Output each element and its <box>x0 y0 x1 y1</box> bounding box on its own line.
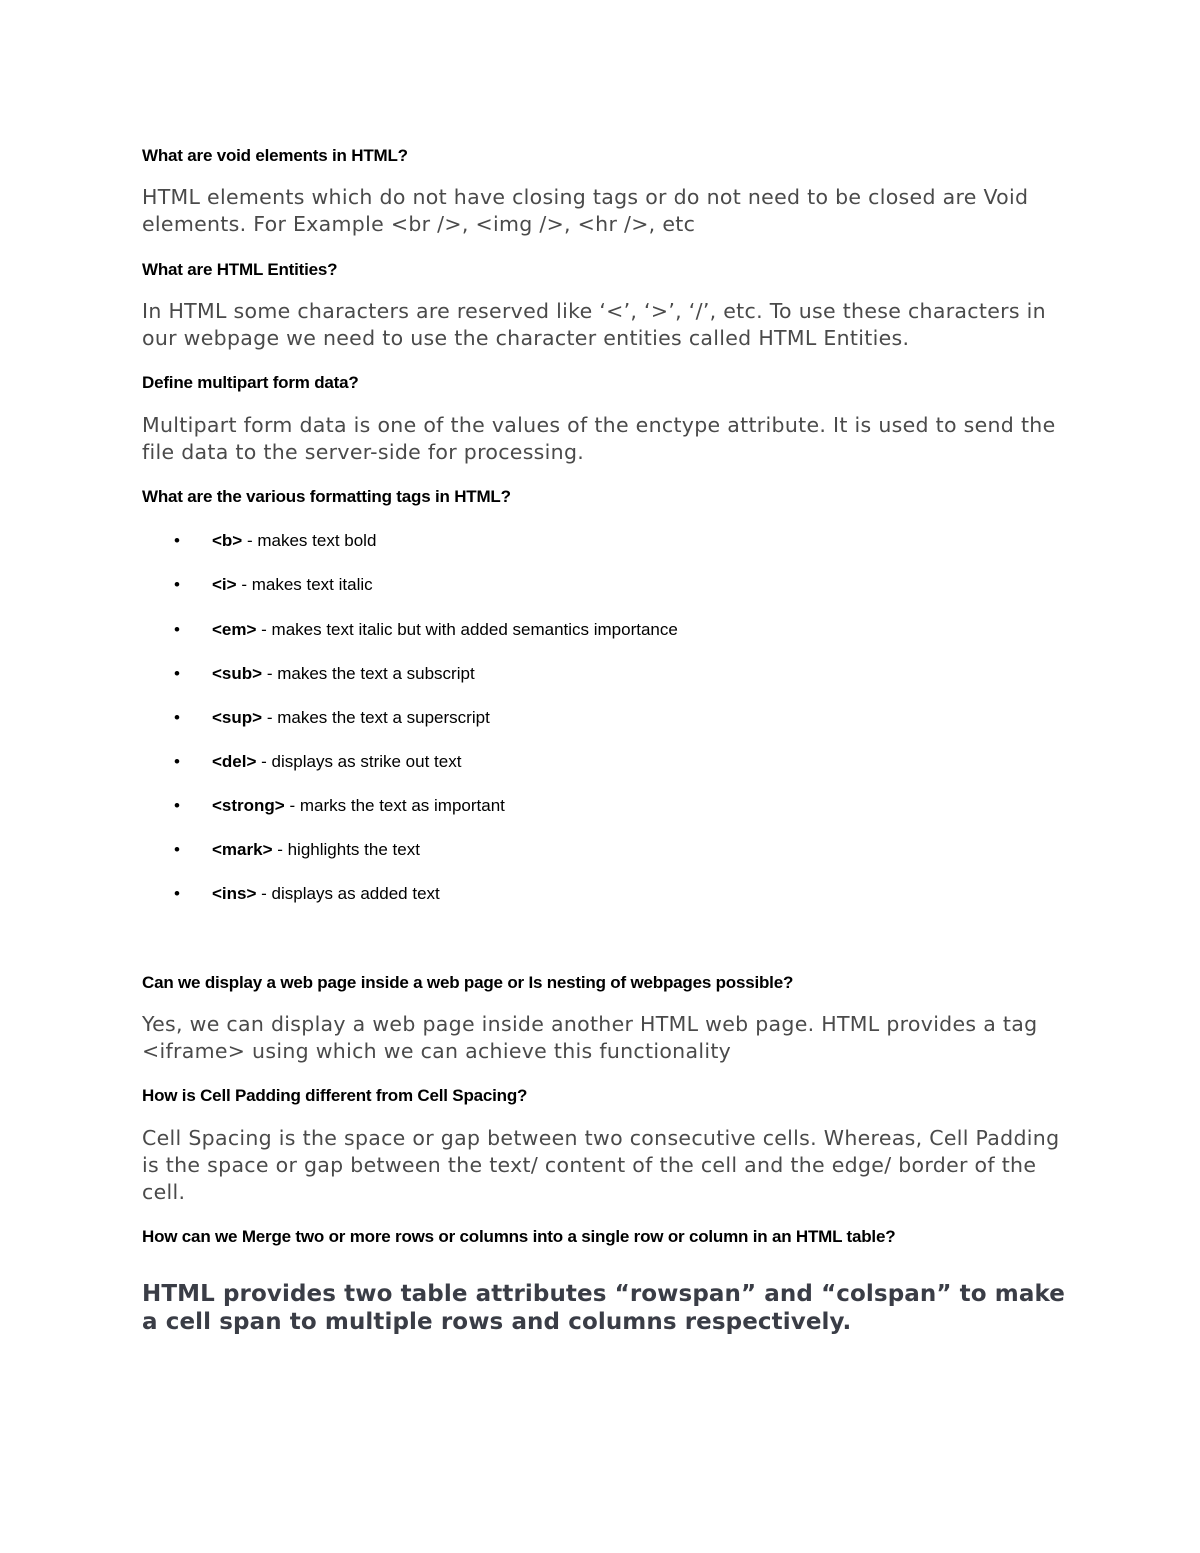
question-formatting-tags: What are the various formatting tags in HTML? <box>142 487 511 506</box>
bullet-icon: • <box>174 752 180 771</box>
tag-name: <del> <box>212 752 257 771</box>
bullet-icon: • <box>174 620 180 639</box>
list-item <box>174 752 461 772</box>
list-item <box>174 708 490 728</box>
question-html-entities: What are HTML Entities? <box>142 260 338 279</box>
answer-merge-rows-columns: HTML provides two table attributes “rowspan” and “colspan” to make a cell span to multiple rows and columns respectively. <box>142 1281 1065 1335</box>
tag-description: - makes text italic but with added semantics importance <box>256 620 678 639</box>
list-item <box>174 531 376 551</box>
bullet-icon: • <box>174 796 180 815</box>
bullet-icon: • <box>174 664 180 683</box>
question-merge-rows-columns: How can we Merge two or more rows or columns into a single row or column in an HTML table? <box>142 1227 896 1246</box>
tag-name: <i> <box>212 575 237 594</box>
answer-void-elements: HTML elements which do not have closing tags or do not need to be closed are Void elements. For Example <br />, <img />, <hr />, etc <box>142 185 1029 236</box>
tag-description: - makes text bold <box>242 531 377 550</box>
tag-name: <strong> <box>212 796 285 815</box>
bullet-icon: • <box>174 840 180 859</box>
tag-name: <sup> <box>212 708 263 727</box>
tag-name: <em> <box>212 620 257 639</box>
answer-nested-webpages: Yes, we can display a web page inside another HTML web page. HTML provides a tag <iframe> using which we can achieve this functionality <box>142 1012 1038 1063</box>
tag-name: <b> <box>212 531 243 550</box>
bullet-icon: • <box>174 708 180 727</box>
question-nested-webpages: Can we display a web page inside a web page or Is nesting of webpages possible? <box>142 973 794 992</box>
bullet-icon: • <box>174 884 180 903</box>
list-item <box>174 840 420 860</box>
list-item <box>174 664 475 684</box>
question-multipart-form-data: Define multipart form data? <box>142 373 359 392</box>
answer-html-entities: In HTML some characters are reserved like ‘<’, ‘>’, ‘/’, etc. To use these characters in our webpage we need to use the character entities called HTML Entities. <box>142 299 1046 350</box>
tag-description: - makes text italic <box>236 575 373 594</box>
list-item <box>174 884 440 904</box>
list-item <box>174 796 505 816</box>
tag-description: - marks the text as important <box>284 796 505 815</box>
tag-description: - highlights the text <box>272 840 420 859</box>
list-item <box>174 575 373 595</box>
question-void-elements: What are void elements in HTML? <box>142 146 408 165</box>
bullet-icon: • <box>174 531 180 550</box>
tag-name: <mark> <box>212 840 273 859</box>
bullet-icon: • <box>174 575 180 594</box>
list-item <box>174 620 678 640</box>
tag-description: - displays as added text <box>256 884 440 903</box>
tag-description: - displays as strike out text <box>256 752 462 771</box>
answer-multipart-form-data: Multipart form data is one of the values of the enctype attribute. It is used to send the file data to the server-side for processing. <box>142 413 1056 464</box>
answer-cell-padding-spacing: Cell Spacing is the space or gap between two consecutive cells. Whereas, Cell Padding is the space or gap between the text/ content of the cell and the edge/ border of the cell. <box>142 1126 1060 1204</box>
question-cell-padding-spacing: How is Cell Padding different from Cell Spacing? <box>142 1086 528 1105</box>
tag-name: <ins> <box>212 884 257 903</box>
tag-description: - makes the text a subscript <box>262 664 475 683</box>
tag-name: <sub> <box>212 664 263 683</box>
tag-description: - makes the text a superscript <box>262 708 490 727</box>
